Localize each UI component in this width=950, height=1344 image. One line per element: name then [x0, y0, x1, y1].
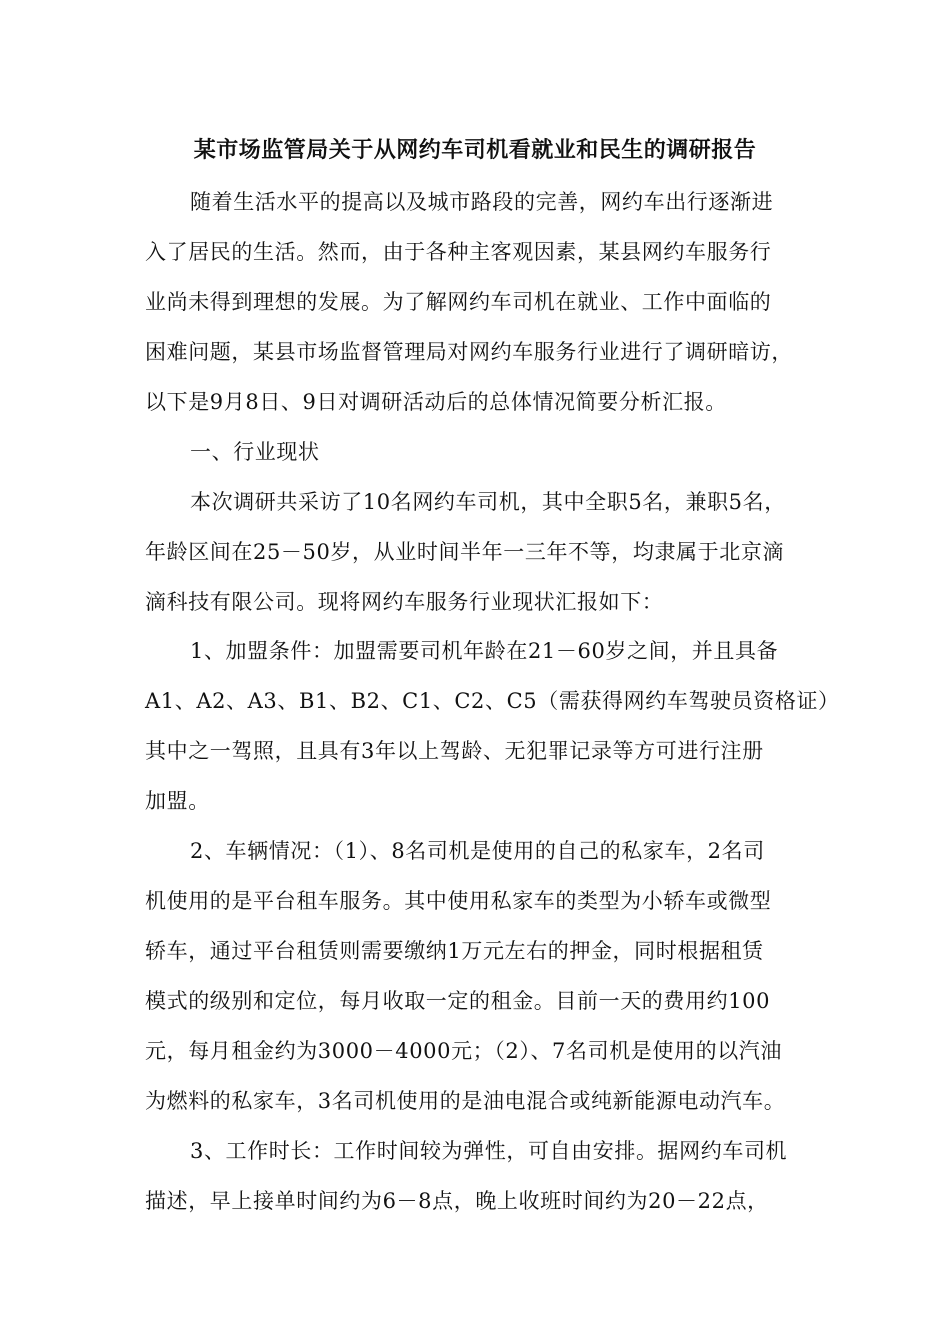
- paragraph-line: 其中之一驾照，且具有3年以上驾龄、无犯罪记录等方可进行注册: [145, 739, 764, 763]
- paragraph-line: 业尚未得到理想的发展。为了解网约车司机在就业、工作中面临的: [145, 290, 772, 314]
- paragraph-line: 加盟。: [145, 789, 210, 813]
- paragraph-line: 2、车辆情况：（1）、8名司机是使用的自己的私家车，2名司: [190, 839, 765, 863]
- paragraph-line: 本次调研共采访了10名网约车司机，其中全职5名，兼职5名，: [190, 490, 786, 514]
- paragraph-line: 机使用的是平台租车服务。其中使用私家车的类型为小轿车或微型: [145, 889, 772, 913]
- paragraph-line: 以下是9月8日、9日对调研活动后的总体情况简要分析汇报。: [145, 390, 727, 414]
- paragraph-line: 元，每月租金约为3000－4000元；（2）、7名司机是使用的以汽油: [145, 1039, 783, 1063]
- paragraph-line: 模式的级别和定位，每月收取一定的租金。目前一天的费用约100: [145, 989, 771, 1013]
- paragraph-line: 轿车，通过平台租赁则需要缴纳1万元左右的押金，同时根据租赁: [145, 939, 764, 963]
- section-heading: 一、行业现状: [190, 440, 320, 464]
- paragraph-line: 困难问题，某县市场监督管理局对网约车服务行业进行了调研暗访，: [145, 340, 793, 364]
- paragraph-line: 入了居民的生活。然而，由于各种主客观因素，某县网约车服务行: [145, 240, 772, 264]
- paragraph-line: 为燃料的私家车，3名司机使用的是油电混合或纯新能源电动汽车。: [145, 1089, 786, 1113]
- paragraph-line: 滴科技有限公司。现将网约车服务行业现状汇报如下：: [145, 590, 664, 614]
- document-title: 某市场监管局关于从网约车司机看就业和民生的调研报告: [193, 138, 757, 163]
- paragraph-line: 3、工作时长：工作时间较为弹性，可自由安排。据网约车司机: [190, 1139, 788, 1163]
- paragraph-line: A1、A2、A3、B1、B2、C1、C2、C5（需获得网约车驾驶员资格证）: [145, 689, 840, 713]
- paragraph-line: 随着生活水平的提高以及城市路段的完善，网约车出行逐渐进: [190, 190, 774, 214]
- paragraph-line: 描述，早上接单时间约为6－8点，晚上收班时间约为20－22点，: [145, 1189, 769, 1213]
- paragraph-line: 年龄区间在25－50岁，从业时间半年一三年不等，均隶属于北京滴: [145, 540, 785, 564]
- paragraph-line: 1、加盟条件：加盟需要司机年龄在21－60岁之间，并且具备: [190, 639, 779, 663]
